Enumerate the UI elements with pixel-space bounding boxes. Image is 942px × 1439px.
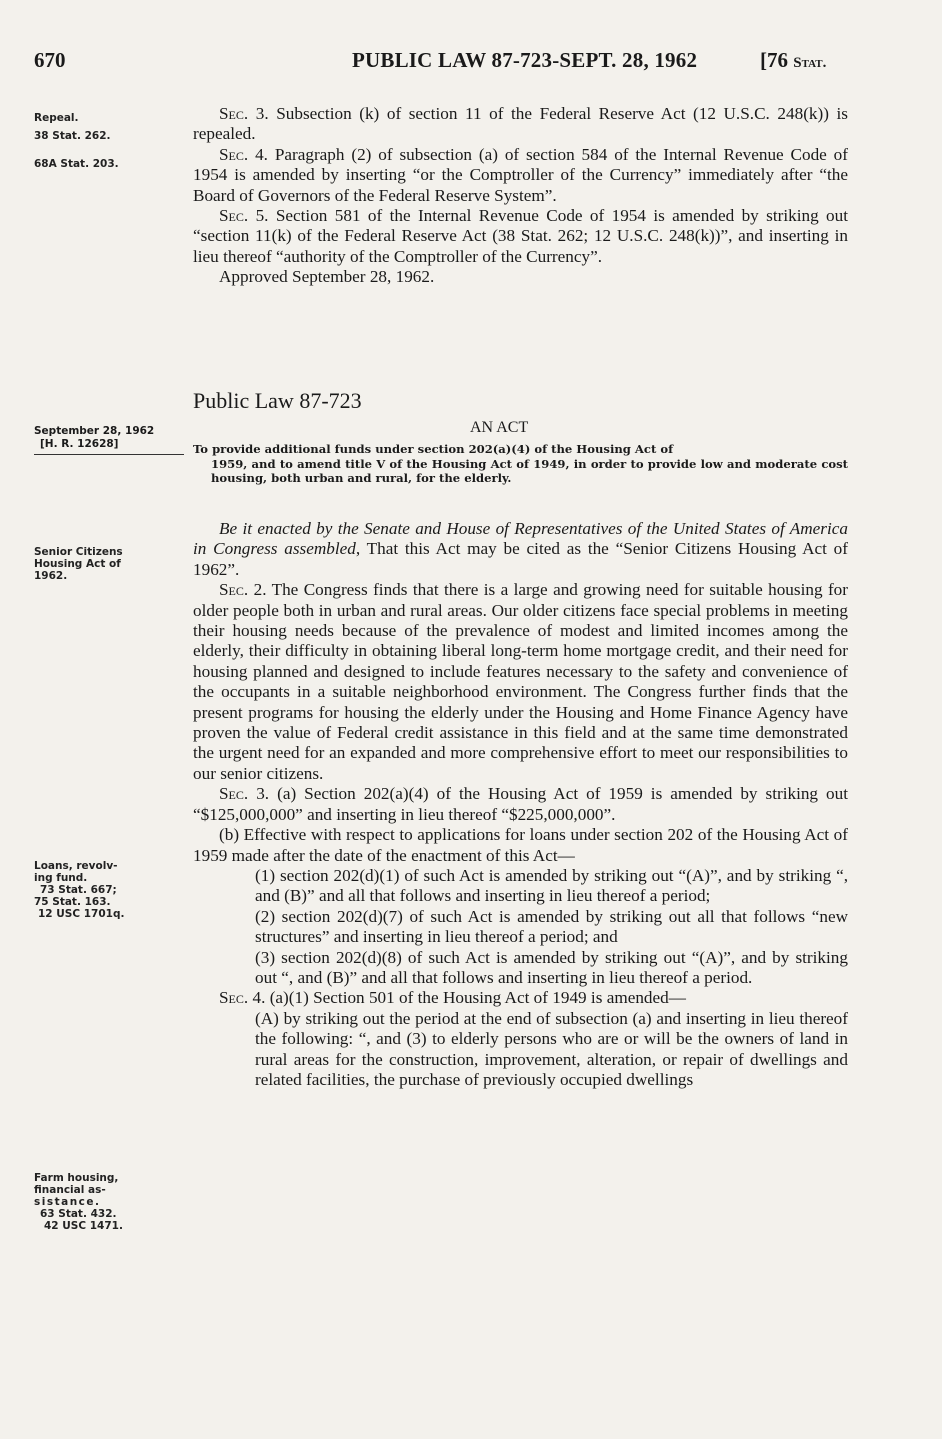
running-header xyxy=(34,48,854,82)
list-item: (3) section 202(d)(8) of such Act is amended by striking out “(A)”, and by striking out “, and (B)” and all that follows and inserting in lieu thereof a period. xyxy=(255,947,848,987)
section-5-irc: Sec. 5. Section 581 of the Internal Revenue Code of 1954 is amended by striking out “section 11(k) of the Federal Reserve Act (38 Stat. 262; 12 U.S.C. 248(k))”, and inserting in lieu thereof “authority of the Comptroller of the Currency”. xyxy=(193,206,848,266)
section-3b: (b) Effective with respect to applications for loans under section 202 of the Housing Act of 1959 made after the date of the enactment of this Act— xyxy=(193,825,848,865)
section-2-findings: Sec. 2. The Congress finds that there is a large and growing need for suitable housing for older people both in urban and rural areas. Our older citizens face special problems in meeting their housing needs because of the prevalence of modest and limited incomes among the elderly, their difficulty in obtaining liberal long-term home mortgage credit, and their need for housing planned and designed to include features necessary to the safety and convenience of the occupants in a suitable neighborhood environment. The Congress further finds that the present programs for housing the elderly under the Housing and Home Finance Agency have proven the value of Federal credit assistance in this field and at the same time demonstrated the urgent need for an expanded and more comprehensive effort to meet our responsibilities to our senior citizens. xyxy=(193,580,848,783)
act-summary: To provide additional funds under section 202(a)(4) of the Housing Act of 1959, and to amend title V of the Housing Act of 1949, in order to provide low and moderate cost housing, both urban and rural, for the elderly. xyxy=(193,442,848,486)
section-4-irc: Sec. 4. Paragraph (2) of subsection (a) of section 584 of the Internal Revenue Code of 1954 is amended by inserting “or the Comptroller of the Currency” immediately after “the Board of Governors of the Federal Reserve System”. xyxy=(193,144,848,205)
margin-note-date: September 28, 1962 [H. R. 12628] xyxy=(34,425,155,450)
statute-reference: [76 Stat. xyxy=(760,48,827,72)
an-act-heading: AN ACT xyxy=(470,419,529,436)
section-3a: Sec. 3. (a) Section 202(a)(4) of the Housing Act of 1959 is amended by striking out “$125,000,000” and inserting in lieu thereof “$225,000,000”. xyxy=(193,784,848,824)
public-law-heading: Public Law 87-723 xyxy=(193,388,362,413)
margin-note-38-stat: 38 Stat. 262. xyxy=(34,130,111,142)
section-4: Sec. 4. (a)(1) Section 501 of the Housing Act of 1949 is amended— xyxy=(219,988,686,1008)
enacting-clause: Be it enacted by the Senate and House of Representatives of the United States of America in Congress assembled, That this Act may be cited as the “Senior Citizens Housing Act of 1962”. xyxy=(193,519,848,579)
previous-law-text xyxy=(193,104,848,288)
margin-note-loans: Loans, revolv- ing fund. 73 Stat. 667; 75 Stat. 163. 12 USC 1701q. xyxy=(34,860,125,920)
margin-note-senior-citizens: Senior Citizens Housing Act of 1962. xyxy=(34,546,123,582)
list-item: (2) section 202(d)(7) of such Act is amended by striking out all that follows “new structures” and inserting in lieu thereof a period; and xyxy=(255,906,848,947)
act-body xyxy=(193,519,848,1090)
page-number: 670 xyxy=(34,48,66,72)
list-item: (A) by striking out the period at the end of subsection (a) and inserting in lieu thereof the following: “, and (3) to elderly persons who are or will be the owners of land in rural areas for the construction, improvement, alteration, or repair of dwellings and related facilities, the purchase of previously occupied dwellings xyxy=(255,1008,848,1089)
approved-date: Approved September 28, 1962. xyxy=(219,267,435,287)
section-3-repeal: Sec. 3. Subsection (k) of section 11 of the Federal Reserve Act (12 U.S.C. 248(k)) is repealed. xyxy=(193,104,848,144)
margin-note-farm-housing: Farm housing, financial as- sistance. 63 Stat. 432. 42 USC 1471. xyxy=(34,1172,123,1232)
margin-note-repeal: Repeal. xyxy=(34,112,79,124)
margin-note-68a-stat: 68A Stat. 203. xyxy=(34,158,119,170)
page-title: PUBLIC LAW 87-723-SEPT. 28, 1962 xyxy=(352,48,698,72)
list-item: (1) section 202(d)(1) of such Act is amended by striking out “(A)”, and by striking “, and (B)” and all that follows and inserting in lieu thereof a period; xyxy=(255,865,848,906)
divider xyxy=(34,454,184,455)
